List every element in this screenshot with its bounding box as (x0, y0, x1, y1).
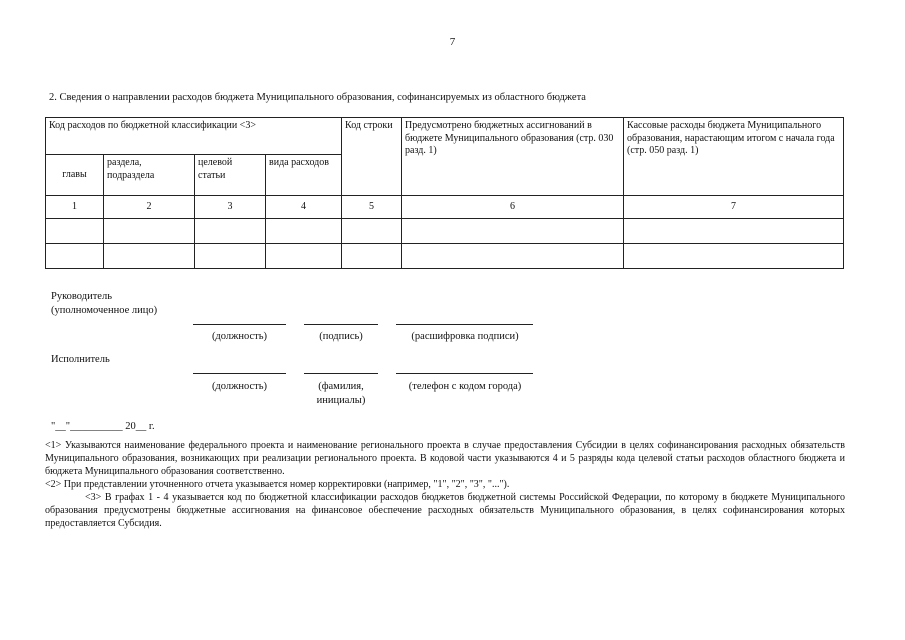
table-row (46, 219, 844, 244)
empty-cell (402, 219, 624, 244)
subheader-expense-type: вида расходов (266, 155, 342, 196)
head-sublabel: (уполномоченное лицо) (51, 305, 158, 316)
empty-cell (195, 219, 266, 244)
empty-cell (624, 219, 844, 244)
section-heading: 2. Сведения о направлении расходов бюджета Муниципального образования, софинансируемых из областного бюджета (49, 92, 586, 103)
signature-caption: (подпись) (319, 331, 363, 342)
empty-cell (46, 244, 104, 269)
column-number: 7 (624, 196, 844, 219)
footnote-1: <1> Указываются наименование федерального проекта и наименование регионального проекта в случае предоставления Субсидии в целях софинансирования расходных обязательств Муниципального образования, возникающих при реализации регионального проекта. В кодовой части указываются 4 и 5 разряды кода целевой статьи расходов областного бюджета и бюджета Муниципального образования соответственно. (45, 440, 845, 477)
footnote-2: <2> При представлении уточненного отчета указывается номер корректировки (например, "1", "2", "3", "..."). (45, 479, 510, 490)
column-number: 5 (342, 196, 402, 219)
name-caption: (фамилия, инициалы) (316, 381, 366, 406)
empty-cell (104, 219, 195, 244)
subheader-target-item: целевой статьи (195, 155, 266, 196)
column-number: 6 (402, 196, 624, 219)
name-line (304, 373, 378, 374)
position-caption: (должность) (211, 381, 268, 392)
column-number: 1 (46, 196, 104, 219)
executor-label: Исполнитель (51, 354, 110, 365)
phone-line (396, 373, 533, 374)
phone-caption: (телефон с кодом города) (408, 381, 522, 392)
empty-cell (342, 219, 402, 244)
empty-cell (46, 219, 104, 244)
subheader-section: раздела, подраздела (104, 155, 195, 196)
table-row (46, 244, 844, 269)
empty-cell (624, 244, 844, 269)
position-line (193, 324, 286, 325)
expenses-table (45, 117, 844, 269)
column-number: 4 (266, 196, 342, 219)
position-line (193, 373, 286, 374)
header-budget-code: Код расходов по бюджетной классификации <3> (46, 118, 342, 155)
empty-cell (402, 244, 624, 269)
subheader-chapter: главы (46, 155, 104, 196)
footnotes (45, 439, 845, 530)
header-cash-expenses: Кассовые расходы бюджета Муниципального образования, нарастающим итогом с начала года (стр. 050 разд. 1) (624, 118, 844, 196)
date-line: "__"__________ 20__ г. (51, 421, 155, 432)
empty-cell (104, 244, 195, 269)
column-number: 2 (104, 196, 195, 219)
empty-cell (342, 244, 402, 269)
signature-line (304, 324, 378, 325)
position-caption: (должность) (211, 331, 268, 342)
empty-cell (266, 219, 342, 244)
page-number: 7 (449, 36, 456, 48)
decoding-caption: (расшифровка подписи) (411, 331, 519, 342)
empty-cell (195, 244, 266, 269)
decoding-line (396, 324, 533, 325)
header-planned-allocations: Предусмотрено бюджетных ассигнований в бюджете Муниципального образования (стр. 030 разд. 1) (402, 118, 624, 196)
column-number: 3 (195, 196, 266, 219)
head-label: Руководитель (51, 291, 112, 302)
empty-cell (266, 244, 342, 269)
column-numbers-row (46, 196, 844, 219)
footnote-3: <3> В графах 1 - 4 указывается код по бюджетной классификации расходов бюджетов бюджетной системы Российской Федерации, по которому в бюджете Муниципального образования предусмотрены бюджетные ассигнования на финансовое обеспечение расходных обязательств Муниципального образования, в целях софинансирования которых предоставляется Субсидия. (45, 492, 845, 529)
header-line-code: Код строки (342, 118, 402, 196)
